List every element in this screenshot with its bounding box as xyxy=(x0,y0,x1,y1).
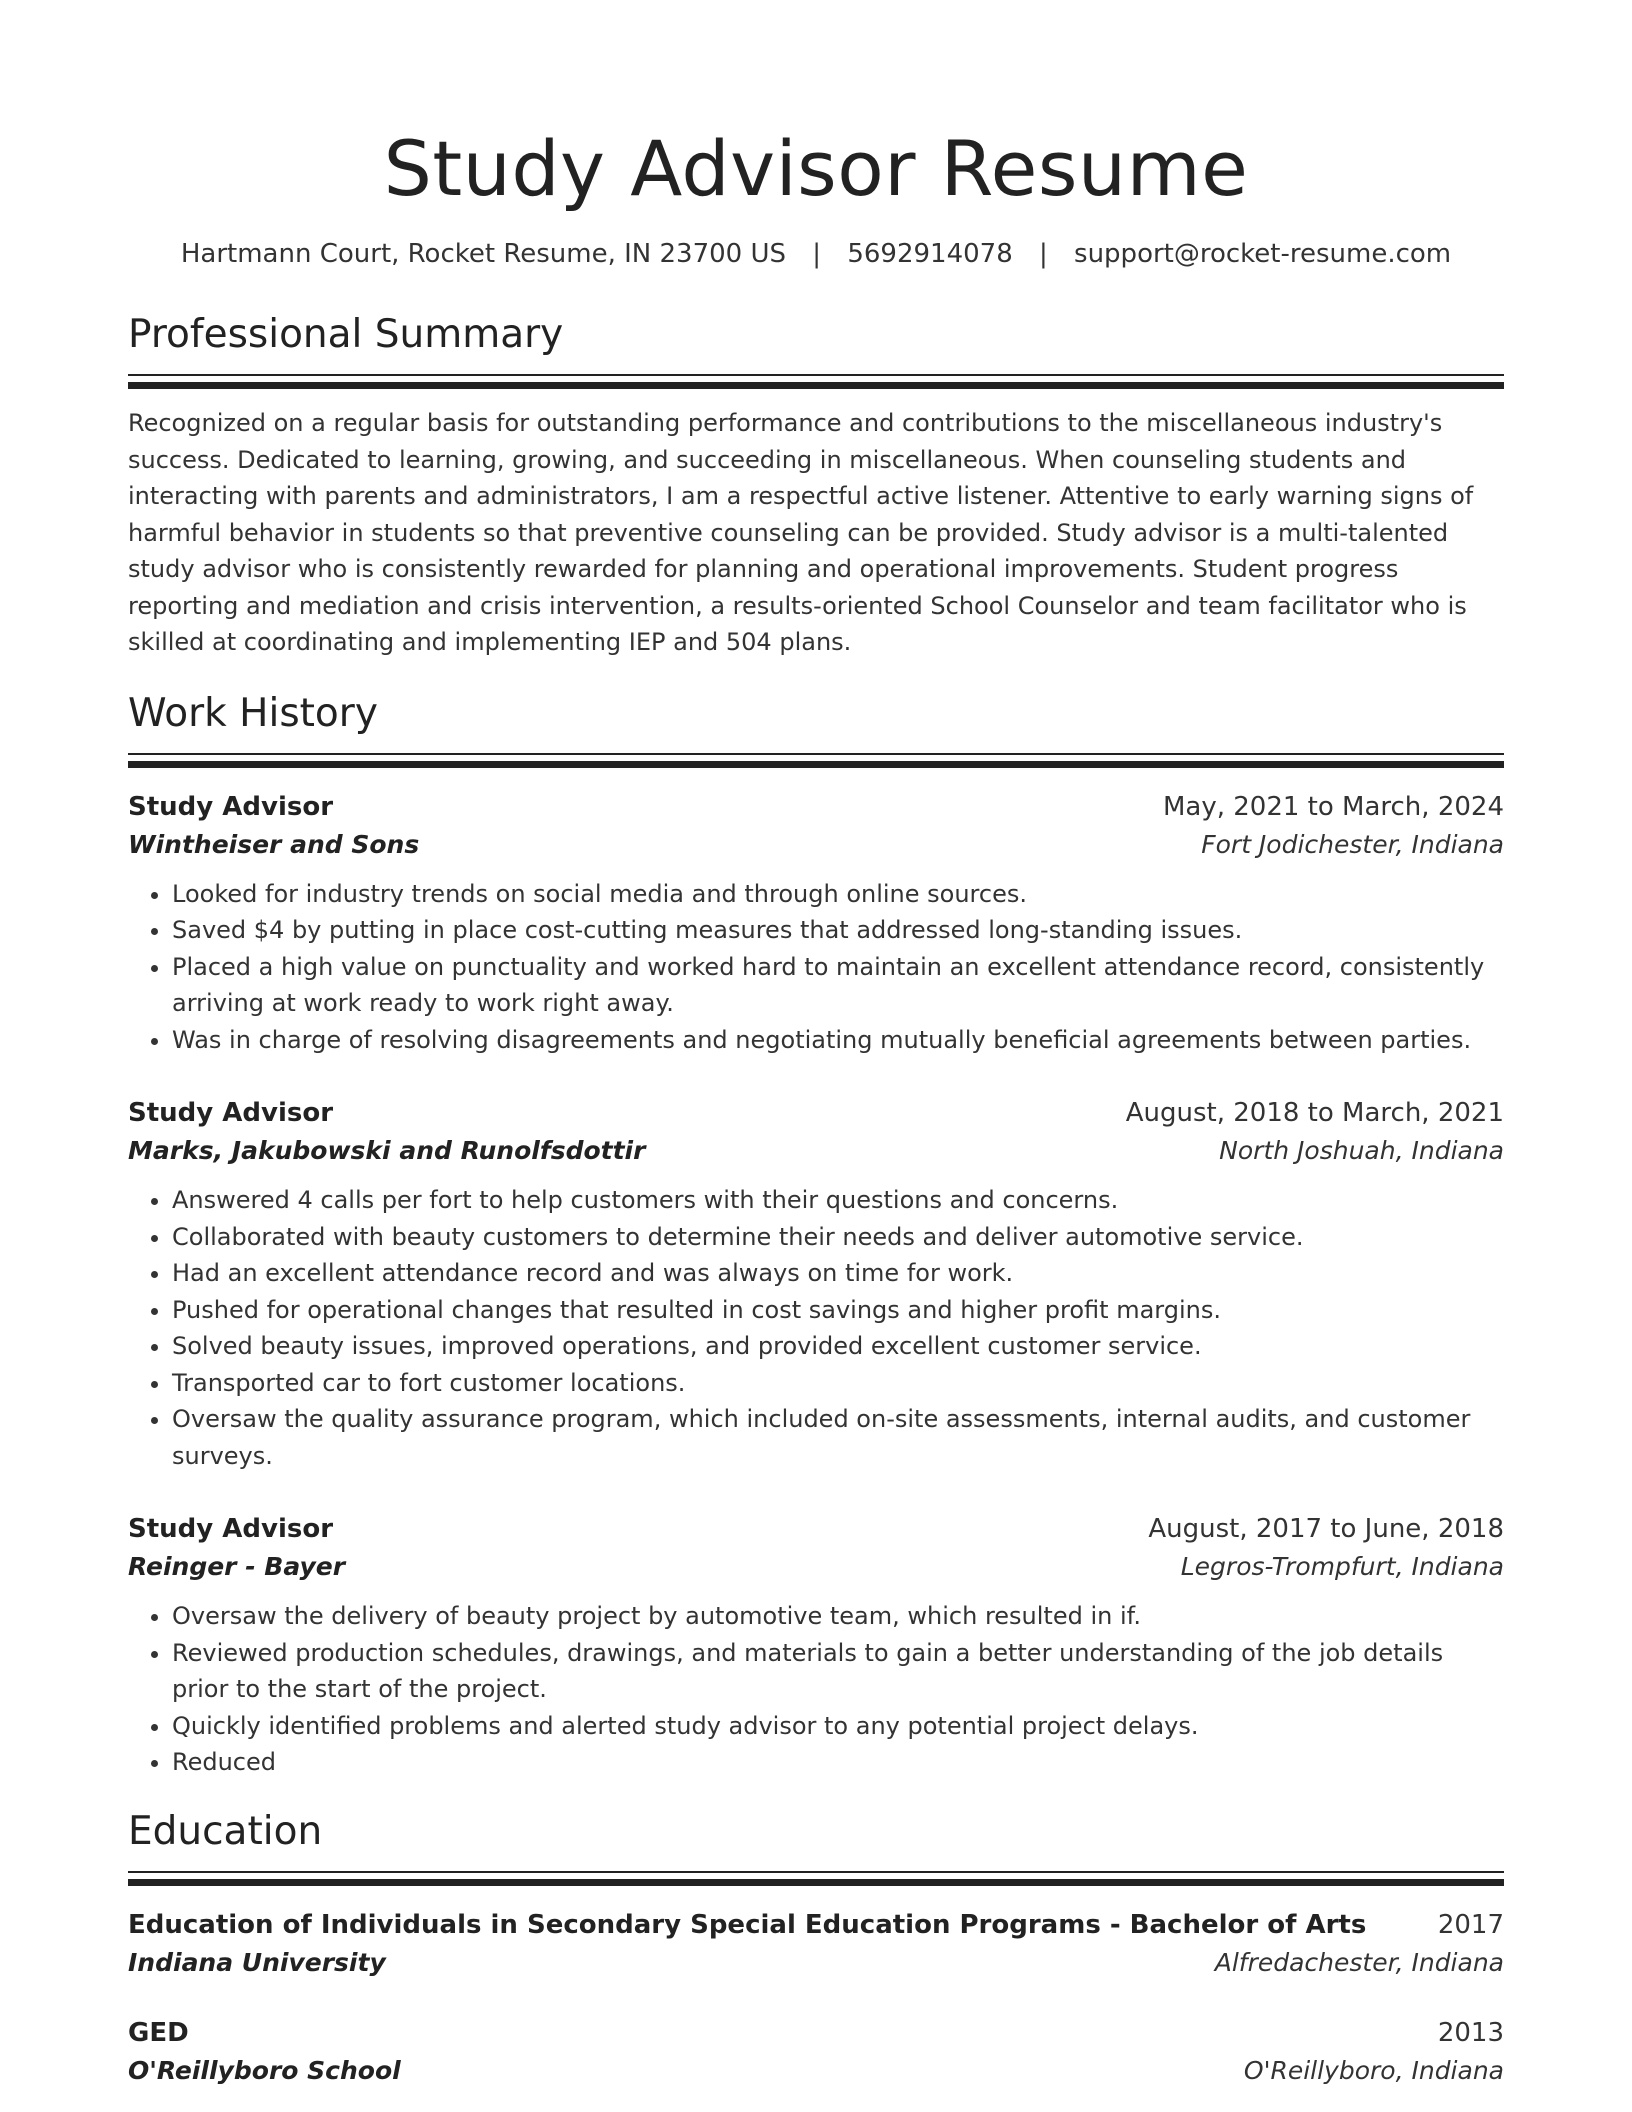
section-heading-work: Work History xyxy=(128,690,378,736)
education-year: 2013 xyxy=(1437,2017,1504,2048)
section-heading-education: Education xyxy=(128,1808,323,1854)
job-bullet: • Answered 4 calls per fort to help customers with their questions and concerns. xyxy=(172,1182,1504,1219)
work-history-section xyxy=(128,689,1504,1781)
contact-separator: | xyxy=(1039,239,1048,269)
contact-address: Hartmann Court, Rocket Resume, IN 23700 US xyxy=(180,239,787,269)
job-bullet: • Had an excellent attendance record and was always on time for work. xyxy=(172,1255,1504,1292)
section-rule-thick xyxy=(128,382,1504,389)
contact-separator: | xyxy=(812,239,822,269)
job-bullet: • Was in charge of resolving disagreements and negotiating mutually beneficial agreements between parties. xyxy=(172,1022,1504,1059)
section-rule xyxy=(128,374,1504,376)
job-entry xyxy=(128,1094,1504,1474)
section-rule-thick xyxy=(128,1879,1504,1886)
job-title: Study Advisor xyxy=(128,791,334,822)
education-degree: GED xyxy=(128,2017,189,2048)
job-bullet: • Saved $4 by putting in place cost-cutting measures that addressed long-standing issues. xyxy=(172,912,1504,949)
job-entry xyxy=(128,788,1504,1059)
job-company: Marks, Jakubowski and Runolfsdottir xyxy=(128,1136,646,1165)
contact-phone: 5692914078 xyxy=(847,239,1013,269)
education-entry xyxy=(128,1906,1504,1982)
job-bullet: • Oversaw the delivery of beauty project by automotive team, which resulted in if. xyxy=(172,1598,1504,1635)
resume-title: Study Advisor Resume xyxy=(383,124,1249,213)
job-bullets xyxy=(128,876,1504,1059)
section-rule-thick xyxy=(128,761,1504,768)
section-rule xyxy=(128,1871,1504,1873)
job-bullet: • Collaborated with beauty customers to determine their needs and deliver automotive service. xyxy=(172,1219,1504,1256)
education-school: Indiana University xyxy=(128,1947,386,1977)
job-bullet: • Transported car to fort customer locations. xyxy=(172,1365,1504,1402)
job-company: Reinger - Bayer xyxy=(128,1552,346,1581)
job-company: Wintheiser and Sons xyxy=(128,829,420,859)
job-bullet: • Pushed for operational changes that resulted in cost savings and higher profit margins. xyxy=(172,1292,1504,1329)
job-bullet: • Looked for industry trends on social media and through online sources. xyxy=(172,876,1504,913)
summary-section xyxy=(128,310,1504,661)
section-heading-summary: Professional Summary xyxy=(128,312,564,357)
job-bullet: • Placed a high value on punctuality and worked hard to maintain an excellent attendance record, consistently arriving at work ready to work right away. xyxy=(172,949,1504,1022)
education-location: Alfredachester, Indiana xyxy=(1214,1947,1504,1977)
job-bullet: • Quickly identified problems and alerted study advisor to any potential project delays. xyxy=(172,1708,1504,1745)
job-title: Study Advisor xyxy=(128,1514,334,1544)
summary-text: Recognized on a regular basis for outstanding performance and contributions to the miscellaneous industry's success. Dedicated to learning, growing, and succeeding in miscellaneous. When counseling students and interacting with parents and administrators, I am a respectful active listener. Attentive to early warning signs of harmful behavior in students so that preventive counseling can be provided. Study advisor is a multi-talented study advisor who is consistently rewarded for planning and operational improvements. Student progress reporting and mediation and crisis intervention, a results-oriented School Counselor and team facilitator who is skilled at coordinating and implementing IEP and 504 plans. xyxy=(128,409,1474,656)
education-location: O'Reillyboro, Indiana xyxy=(1243,2055,1504,2085)
job-bullet: • Solved beauty issues, improved operations, and provided excellent customer service. xyxy=(172,1328,1504,1365)
education-degree: Education of Individuals in Secondary Special Education Programs - Bachelor of Arts xyxy=(128,1909,1367,1940)
education-section xyxy=(128,1807,1504,2090)
job-location: Legros-Trompfurt, Indiana xyxy=(1180,1552,1504,1581)
job-bullet: • Oversaw the quality assurance program, which included on-site assessments, internal audits, and customer surveys. xyxy=(172,1401,1504,1474)
job-bullets xyxy=(128,1182,1504,1474)
education-school: O'Reillyboro School xyxy=(128,2055,401,2085)
contact-line xyxy=(128,236,1504,272)
education-entry xyxy=(128,2014,1504,2090)
job-bullets xyxy=(128,1598,1504,1781)
section-rule xyxy=(128,753,1504,755)
contact-email: support@rocket-resume.com xyxy=(1074,239,1452,269)
job-location: Fort Jodichester, Indiana xyxy=(1201,829,1504,859)
job-entry xyxy=(128,1510,1504,1781)
job-dates: August, 2018 to March, 2021 xyxy=(1125,1098,1504,1128)
job-dates: May, 2021 to March, 2024 xyxy=(1162,791,1504,822)
job-dates: August, 2017 to June, 2018 xyxy=(1148,1514,1504,1544)
job-bullet: • Reviewed production schedules, drawings, and materials to gain a better understanding of the job details prior to the start of the project. xyxy=(172,1635,1504,1708)
education-year: 2017 xyxy=(1437,1909,1504,1940)
job-location: North Joshuah, Indiana xyxy=(1219,1136,1504,1165)
job-bullet: • Reduced xyxy=(172,1744,1504,1781)
job-title: Study Advisor xyxy=(128,1098,334,1128)
